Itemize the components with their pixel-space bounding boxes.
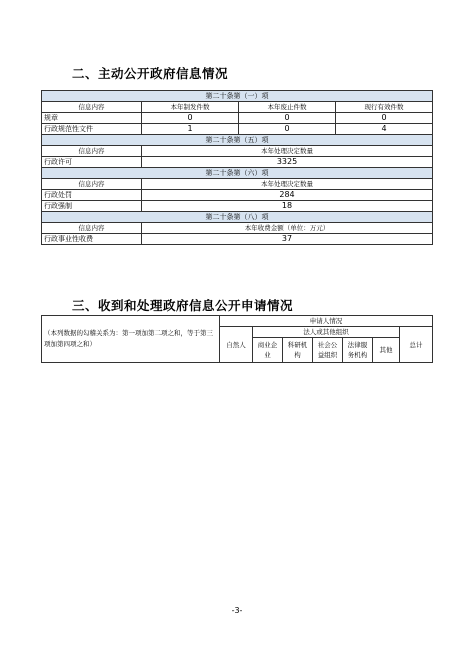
col-header: 本年处理决定数量 bbox=[142, 146, 433, 157]
proactive-disclosure-table bbox=[41, 90, 433, 245]
col-header: 信息内容 bbox=[42, 223, 142, 234]
art20-5-header: 第二十条第（五）项 bbox=[42, 135, 433, 146]
cell-value: 18 bbox=[142, 201, 433, 212]
legal-sub-header: 科研机构 bbox=[283, 338, 313, 363]
col-header: 信息内容 bbox=[42, 102, 142, 113]
legal-sub-header: 商业企业 bbox=[253, 338, 283, 363]
col-header: 现行有效件数 bbox=[336, 102, 433, 113]
col-header: 信息内容 bbox=[42, 146, 142, 157]
row-label: 行政强制 bbox=[42, 201, 142, 212]
cell-value: 0 bbox=[142, 113, 239, 124]
legal-sub-header: 社会公益组织 bbox=[313, 338, 343, 363]
table-row bbox=[42, 124, 433, 135]
col-header: 本年废止件数 bbox=[239, 102, 336, 113]
legal-sub-header: 法律服务机构 bbox=[343, 338, 373, 363]
section-3-title: 三、收到和处理政府信息公开申请情况 bbox=[72, 298, 294, 313]
page-number: -3- bbox=[231, 606, 243, 615]
col-header: 本年收费金额（单位：万元） bbox=[142, 223, 433, 234]
cell-value: 0 bbox=[239, 113, 336, 124]
table-row bbox=[42, 157, 433, 168]
cell-value: 4 bbox=[336, 124, 433, 135]
row-label: 行政处罚 bbox=[42, 190, 142, 201]
cell-value: 1 bbox=[142, 124, 239, 135]
table-row bbox=[42, 113, 433, 124]
art20-8-header: 第二十条第（八）项 bbox=[42, 212, 433, 223]
section-2-title: 二、主动公开政府信息情况 bbox=[72, 66, 229, 81]
cell-value: 284 bbox=[142, 190, 433, 201]
natural-person-header: 自然人 bbox=[220, 327, 253, 363]
art20-1-header: 第二十条第（一）项 bbox=[42, 91, 433, 102]
table-row bbox=[42, 190, 433, 201]
legal-entity-header: 法人或其他组织 bbox=[253, 327, 400, 338]
row-label: 行政规范性文件 bbox=[42, 124, 142, 135]
application-table bbox=[41, 315, 433, 363]
art20-6-header: 第二十条第（六）项 bbox=[42, 168, 433, 179]
applicant-header: 申请人情况 bbox=[220, 316, 433, 327]
cell-value: 37 bbox=[142, 234, 433, 245]
col-header: 本年处理决定数量 bbox=[142, 179, 433, 190]
row-label: 行政事业性收费 bbox=[42, 234, 142, 245]
row-label: 行政许可 bbox=[42, 157, 142, 168]
balance-note: （本列数据的勾稽关系为：第一项加第二项之和，等于第三项加第四项之和） bbox=[42, 316, 220, 363]
cell-value: 0 bbox=[336, 113, 433, 124]
cell-value: 3325 bbox=[142, 157, 433, 168]
legal-sub-header: 其他 bbox=[373, 338, 400, 363]
col-header: 信息内容 bbox=[42, 179, 142, 190]
table-row bbox=[42, 234, 433, 245]
cell-value: 0 bbox=[239, 124, 336, 135]
row-label: 规章 bbox=[42, 113, 142, 124]
total-header: 总计 bbox=[400, 327, 433, 363]
table-row bbox=[42, 201, 433, 212]
col-header: 本年制发件数 bbox=[142, 102, 239, 113]
